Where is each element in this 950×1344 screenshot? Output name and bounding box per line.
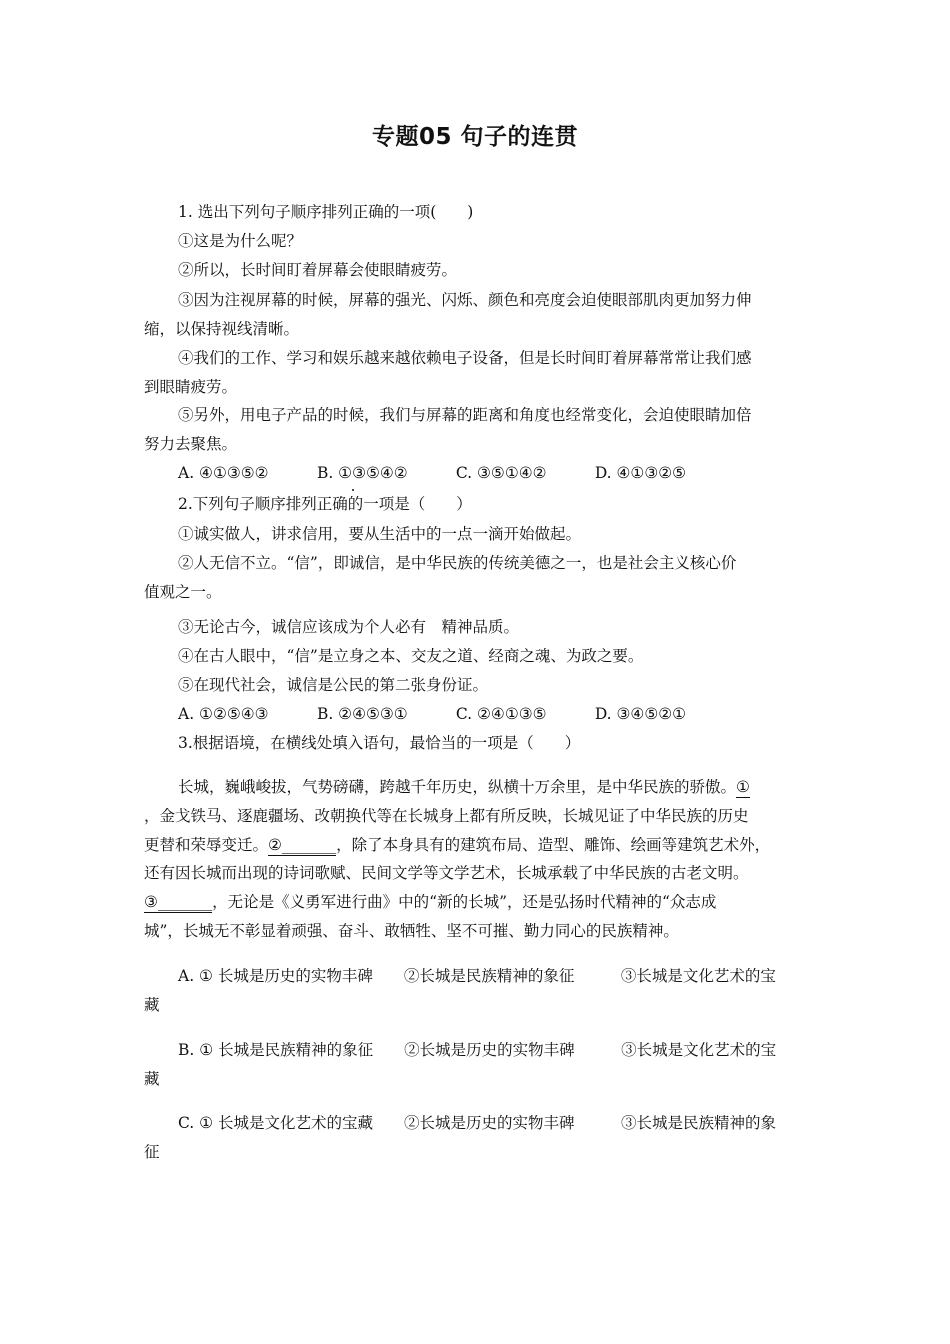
q2-option-d[interactable]: D. ③④⑤②① bbox=[594, 705, 687, 723]
q2-sentence-2b: 值观之一。 bbox=[144, 583, 222, 601]
q3-option-b-cont: 藏 bbox=[144, 1070, 160, 1088]
q1-sentence-1: ①这是为什么呢？ bbox=[178, 232, 303, 250]
q2-stem: 2.下列句子顺序排列正确的一项是（ ） bbox=[178, 495, 472, 513]
q3-option-c[interactable]: C. ① 长城是文化艺术的宝藏 ②长城是历史的实物丰碑 ③长城是民族精神的象 bbox=[178, 1114, 776, 1132]
q3-passage-text: 更替和荣辱变迁。 bbox=[144, 836, 269, 854]
q1-option-a[interactable]: A. ④①③⑤② bbox=[178, 464, 269, 482]
q1-sentence-3a: ③因为注视屏幕的时候，屏幕的强光、闪烁、颜色和亮度会迫使眼部肌肉更加努力伸 bbox=[178, 291, 752, 309]
q3-passage-line-5 bbox=[144, 892, 716, 913]
q1-option-c[interactable]: C. ③⑤①④② bbox=[455, 464, 547, 482]
q1-sentence-3b: 缩，以保持视线清晰。 bbox=[144, 320, 300, 338]
q3-option-b[interactable]: B. ① 长城是民族精神的象征 ②长城是历史的实物丰碑 ③长城是文化艺术的宝 bbox=[178, 1041, 777, 1059]
q3-passage-line-4: 还有因长城而出现的诗词歌赋、民间文学等文学艺术，长城承载了中华民族的古老文明。 bbox=[144, 864, 749, 882]
q2-options bbox=[178, 704, 686, 724]
q3-stem: 3.根据语境，在横线处填入语句，最恰当的一项是（ ） bbox=[178, 734, 581, 752]
blank-1: ① bbox=[736, 778, 750, 796]
blank-3: ③_______ bbox=[144, 893, 213, 911]
q3-passage-text: 长城，巍峨峻拔，气势磅礴，跨越千年历史，纵横十万余里，是中华民族的骄傲。 bbox=[178, 778, 737, 796]
q2-sentence-1: ①诚实做人，讲求信用，要从生活中的一点一滴开始做起。 bbox=[178, 525, 582, 543]
q2-sentence-4: ④在古人眼中，“信”是立身之本、交友之道、经商之魂、为政之要。 bbox=[178, 647, 644, 665]
q3-passage-line-1 bbox=[178, 777, 750, 798]
q1-sentence-5a: ⑤另外，用电子产品的时候，我们与屏幕的距离和角度也经常变化，会迫使眼睛加倍 bbox=[178, 406, 752, 424]
q1-stem: 1. 选出下列句子顺序排列正确的一项( ) bbox=[178, 203, 474, 221]
q2-option-b[interactable]: B. ②④⑤③① bbox=[316, 705, 408, 723]
q3-passage-text: ，无论是《义勇军进行曲》中的“新的长城”，还是弘扬时代精神的“众志成 bbox=[212, 893, 717, 911]
q2-option-c[interactable]: C. ②④①③⑤ bbox=[455, 705, 547, 723]
q1-sentence-5b: 努力去聚焦。 bbox=[144, 435, 238, 453]
blank-2: ②_______ bbox=[268, 836, 337, 854]
page-title: 专题05 句子的连贯 bbox=[371, 124, 578, 150]
q1-sentence-4b: 到眼睛疲劳。 bbox=[144, 378, 238, 396]
q3-passage-line-6: 城”，长城无不彰显着顽强、奋斗、敢牺牲、坚不可摧、勤力同心的民族精神。 bbox=[144, 922, 679, 940]
q2-sentence-2a: ②人无信不立。“信”，即诚信，是中华民族的传统美德之一，也是社会主义核心价 bbox=[178, 554, 737, 572]
q3-passage-text: ，除了本身具有的建筑布局、造型、雕饰、绘画等建筑艺术外， bbox=[336, 836, 771, 854]
q1-sentence-2: ②所以，长时间盯着屏幕会使眼睛疲劳。 bbox=[178, 261, 458, 279]
q2-option-a[interactable]: A. ①②⑤④③ bbox=[178, 705, 269, 723]
q3-passage-line-3 bbox=[144, 835, 770, 856]
q1-option-b[interactable]: B. ①③⑤④② bbox=[316, 464, 408, 482]
q3-option-a[interactable]: A. ① 长城是历史的实物丰碑 ②长城是民族精神的象征 ③长城是文化艺术的宝 bbox=[178, 967, 776, 985]
emphasis-dot bbox=[352, 489, 354, 491]
q2-sentence-5: ⑤在现代社会，诚信是公民的第二张身份证。 bbox=[178, 676, 489, 694]
q1-sentence-4a: ④我们的工作、学习和娱乐越来越依赖电子设备，但是长时间盯着屏幕常常让我们感 bbox=[178, 349, 752, 367]
q1-options bbox=[178, 463, 686, 483]
q1-option-d[interactable]: D. ④①③②⑤ bbox=[594, 464, 687, 482]
q3-passage-line-2: ，金戈铁马、逐鹿疆场、改朝换代等在长城身上都有所反映，长城见证了中华民族的历史 bbox=[144, 807, 749, 825]
q2-sentence-3: ③无论古今，诚信应该成为个人必有 精神品质。 bbox=[178, 618, 520, 636]
q3-option-a-cont: 藏 bbox=[144, 996, 160, 1014]
q3-option-c-cont: 征 bbox=[144, 1143, 160, 1161]
